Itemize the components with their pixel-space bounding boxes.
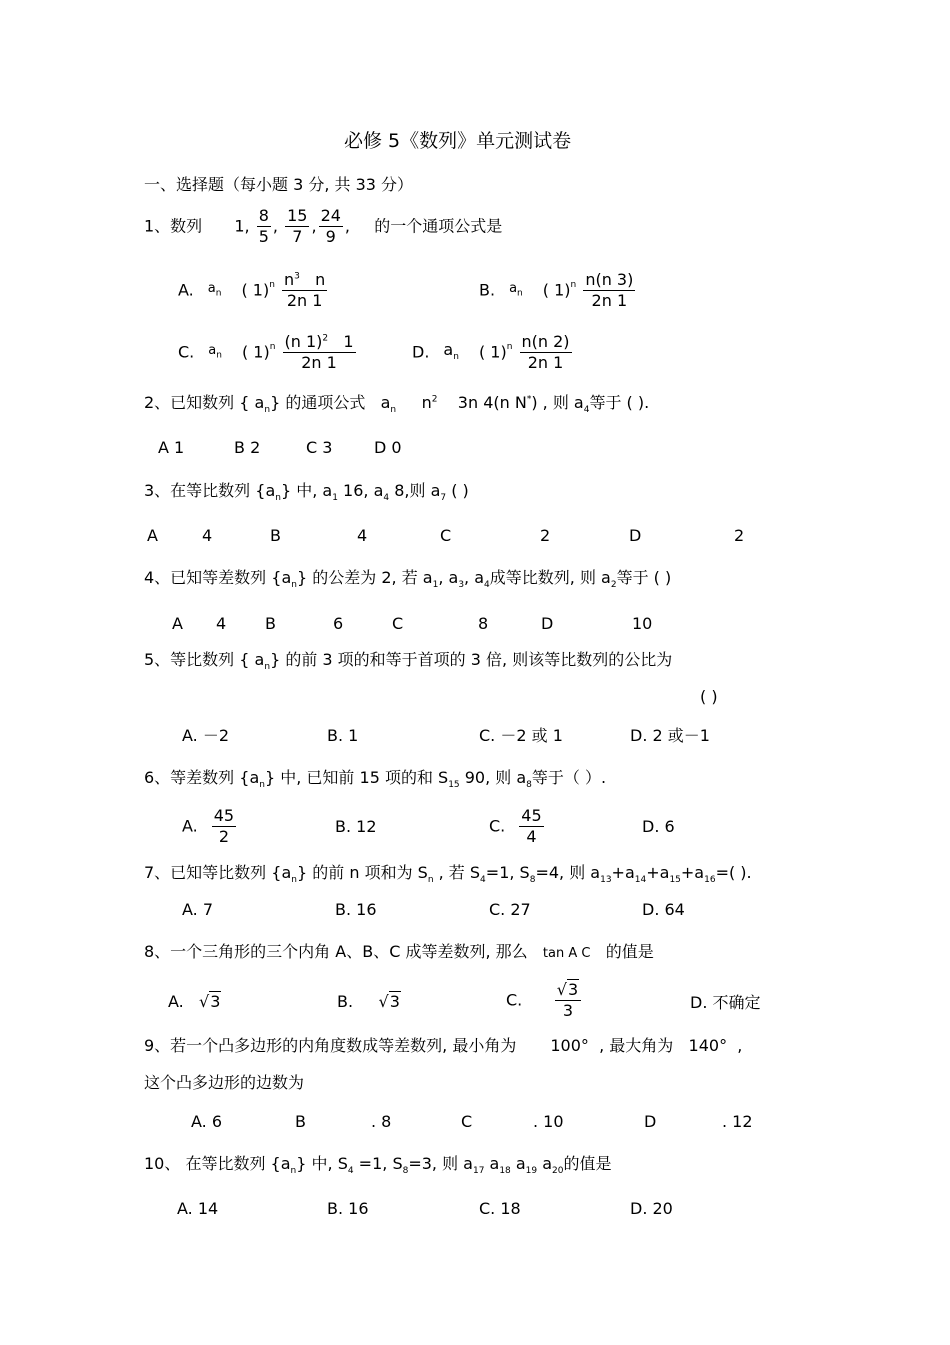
section-heading: 一、选择题（每小题 3 分, 共 33 分） (144, 175, 414, 194)
q3-option-d-value: 2 (734, 526, 745, 545)
q9-option-b-label: B (295, 1112, 306, 1131)
q2-option-a: A 1 (158, 438, 185, 457)
q9-option-b-value: . 8 (371, 1112, 392, 1131)
q1-option-b: B. $a_n$ ( 1)$^n$ $\frac{n(n 3)}{2n 1}$ (479, 270, 634, 310)
sqrt-icon: √3 (556, 980, 579, 999)
q3-option-b-value: 4 (357, 526, 368, 545)
q10-option-b: B. 16 (327, 1199, 369, 1218)
q10-option-d: D. 20 (630, 1199, 673, 1218)
q2-option-b: B 2 (234, 438, 261, 457)
question-9: 9、若一个凸多边形的内角度数成等差数列, 最小角为 100° , 最大角为 140° , (144, 1036, 743, 1055)
q8-option-a: A. √3 (168, 992, 221, 1011)
q6-option-c: C. $\frac{45}{4}$ (489, 806, 542, 846)
q8-option-b: B. √3 (337, 992, 400, 1011)
q1-seq-first: 1, (234, 216, 250, 236)
question-2: 2、已知数列 { $a_n$} 的通项公式 $a_n$ $n^2$ 3n 4(n N*) , 则 $a_4$等于 ( ). (144, 393, 650, 416)
q5-option-d: D. 2 或－1 (630, 726, 710, 745)
q3-option-a-value: 4 (202, 526, 213, 545)
q9-option-d-label: D (644, 1112, 657, 1131)
q3-option-c-label: C (440, 526, 452, 545)
q4-option-d-value: 10 (632, 614, 653, 633)
question-4: 4、已知等差数列 $\{a_n\}$ 的公差为 2, 若 $a_1$, $a_3$, $a_4$成等比数列, 则 $a_2$等于 ( ) (144, 568, 672, 591)
q7-option-a: A. 7 (182, 900, 214, 919)
q3-option-b-label: B (270, 526, 281, 545)
page-title: 必修 5《数列》单元测试卷 (344, 130, 572, 152)
question-7: 7、已知等比数列 $\{a_n\}$ 的前 n 项和为 $S_n$ , 若 $S_4=1$, $S_8=4$, 则 $a_{13}+a_{14}+a_{15}+a_{16}=$( ). (144, 863, 752, 886)
question-1: 1、数列 1, $\frac{8}{5}$ , $\frac{15}{7}$ , $\frac{24}{9}$ , 的一个通项公式是 (144, 206, 503, 246)
q4-option-c-label: C (392, 614, 404, 633)
q8-option-c: C. $\frac{√3}{3}$ (506, 982, 583, 1019)
q6-option-a: A. $\frac{45}{2}$ (182, 806, 235, 846)
q5-option-a: A. －2 (182, 726, 230, 745)
q3-option-c-value: 2 (540, 526, 551, 545)
q4-option-d-label: D (541, 614, 554, 633)
q2-option-c: C 3 (306, 438, 333, 457)
q4-option-b-value: 6 (333, 614, 344, 633)
q10-option-c: C. 18 (479, 1199, 521, 1218)
q1-prefix: 1、数列 (144, 216, 203, 236)
sqrt-icon: √3 (378, 992, 400, 1011)
q1-frac-3: $\frac{24}{9}$ (320, 206, 341, 246)
q8-option-d: D. 不确定 (690, 993, 761, 1012)
sqrt-icon: √3 (199, 992, 221, 1011)
q1-suffix: 的一个通项公式是 (374, 216, 503, 236)
question-10: 10、 在等比数列 $\{a_n\}$ 中, $S_4 =1$, $S_8=3$, 则 $a_{17}$ $a_{18}$ $a_{19}$ $a_{20}$的值是 (144, 1154, 612, 1177)
q5-option-c: C. －2 或 1 (479, 726, 563, 745)
q3-option-d-label: D (629, 526, 642, 545)
q9-option-c-label: C (461, 1112, 473, 1131)
question-6: 6、等差数列 $\{a_n\}$ 中, 已知前 15 项的和 $S_{15}$ 90, 则 $a_8$等于（ ）. (144, 768, 607, 791)
question-3: 3、在等比数列 $\{a_n\}$ 中, $a_1$ 16, $a_4$ 8,则 $a_7$ ( ) (144, 481, 469, 504)
q4-option-a-label: A (172, 614, 183, 633)
q1-frac-1: $\frac{8}{5}$ (258, 206, 269, 246)
q5-option-b: B. 1 (327, 726, 359, 745)
q3-option-a-label: A (147, 526, 158, 545)
q7-option-b: B. 16 (335, 900, 377, 919)
q1-frac-2: $\frac{15}{7}$ (287, 206, 308, 246)
q7-option-c: C. 27 (489, 900, 531, 919)
q1-option-a: A. $a_n$ ( 1)$^n$ $\frac{n^3 n}{2n 1}$ (178, 270, 326, 310)
q5-answer-paren: ( ) (700, 687, 718, 706)
q9-option-a: A. 6 (191, 1112, 223, 1131)
q9-option-c-value: . 10 (533, 1112, 564, 1131)
q1-option-c: C. $a_n$ ( 1)$^n$ $\frac{(n 1)^2 1}{2n 1}$ (178, 332, 354, 372)
q4-option-c-value: 8 (478, 614, 489, 633)
q4-option-a-value: 4 (216, 614, 227, 633)
q9-option-d-value: . 12 (722, 1112, 753, 1131)
q4-option-b-label: B (265, 614, 276, 633)
q6-option-d: D. 6 (642, 817, 675, 836)
question-5: 5、等比数列 { $a_n$} 的前 3 项的和等于首项的 3 倍, 则该等比数列的公比为 (144, 650, 673, 673)
question-8: 8、一个三角形的三个内角 A、B、C 成等差数列, 那么 tan A C 的值是 (144, 942, 654, 961)
q2-option-d: D 0 (374, 438, 402, 457)
q7-option-d: D. 64 (642, 900, 685, 919)
q1-option-d: D. $a_n$ ( 1)$^n$ $\frac{n(n 2)}{2n 1}$ (412, 332, 570, 372)
question-9-line-2: 这个凸多边形的边数为 (144, 1073, 305, 1092)
q6-option-b: B. 12 (335, 817, 377, 836)
q10-option-a: A. 14 (177, 1199, 219, 1218)
